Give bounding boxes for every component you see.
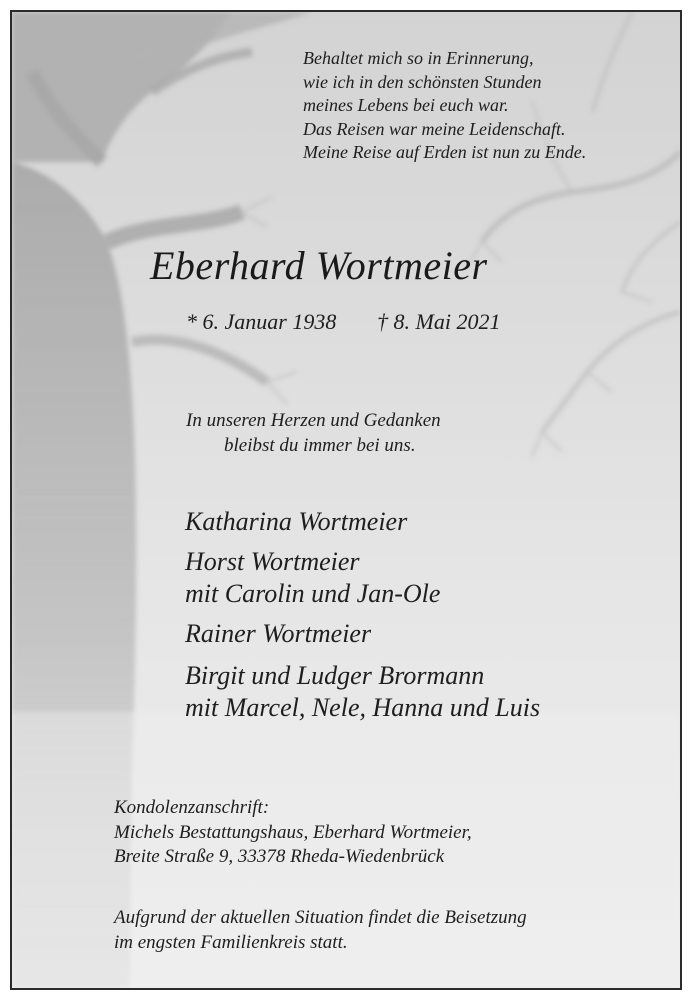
death-date: † 8. Mai 2021: [377, 309, 501, 334]
condolence-line: Breite Straße 9, 33378 Rheda-Wiedenbrück: [114, 846, 445, 867]
mourner-name: Birgit und Ludger Brormann: [185, 661, 485, 690]
mourner-name: Rainer Wortmeier: [185, 619, 372, 648]
deceased-name: Eberhard Wortmeier: [150, 243, 488, 288]
condolence-address: [114, 796, 472, 870]
mourner-name: mit Carolin und Jan-Ole: [185, 579, 441, 608]
notice-line: im engsten Familienkreis statt.: [114, 931, 348, 953]
poem-line: Behaltet mich so in Erinnerung,: [303, 48, 534, 68]
poem-line: wie ich in den schönsten Stunden: [303, 71, 542, 92]
mourner-name: Horst Wortmeier: [185, 547, 360, 576]
obituary-card: [10, 10, 682, 990]
mourner-name: mit Marcel, Nele, Hanna und Luis: [185, 693, 541, 722]
dedication-line-2: bleibst du immer bei uns.: [224, 435, 416, 456]
poem-verse: [303, 47, 586, 165]
condolence-heading: Kondolenzanschrift:: [114, 797, 270, 818]
poem-line: meines Lebens bei euch war.: [303, 95, 509, 115]
funeral-notice: [114, 906, 527, 955]
poem-line: Meine Reise auf Erden ist nun zu Ende.: [303, 142, 587, 162]
notice-line: Aufgrund der aktuellen Situation findet die Beisetzung: [114, 907, 527, 928]
birth-date: * 6. Januar 1938: [186, 309, 337, 334]
poem-line: Das Reisen war meine Leidenschaft.: [303, 118, 566, 139]
condolence-line: Michels Bestattungshaus, Eberhard Wortmeier,: [114, 821, 472, 843]
mourner-name: Katharina Wortmeier: [185, 507, 408, 536]
dedication-line-1: In unseren Herzen und Gedanken: [186, 410, 441, 431]
